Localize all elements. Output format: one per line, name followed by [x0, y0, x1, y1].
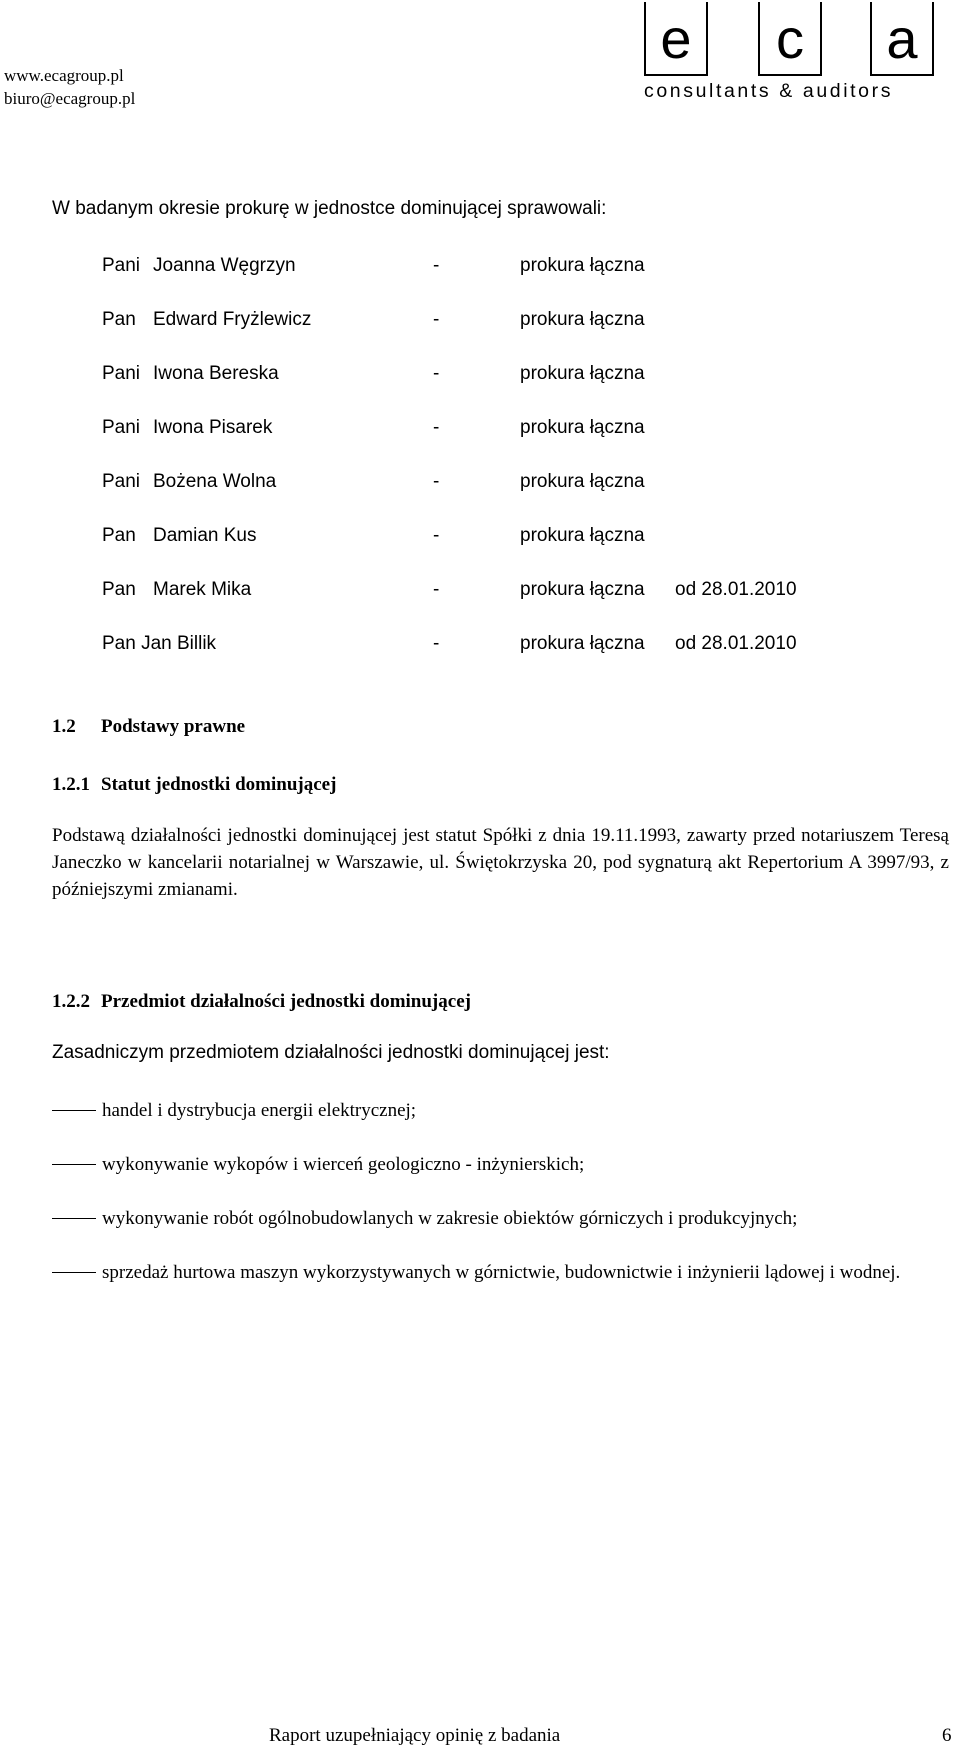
proxy-dash: - — [433, 579, 440, 600]
logo-letter-a: a — [886, 7, 918, 70]
proxy-title: Pani — [102, 255, 141, 276]
proxy-date: od 28.01.2010 — [675, 633, 797, 654]
proxy-name: Damian Kus — [153, 525, 257, 546]
proxies-intro: W badanym okresie prokurę w jednostce dominującej sprawowali: — [52, 198, 607, 219]
proxy-title: Pan — [102, 309, 136, 330]
page-number: 6 — [942, 1725, 952, 1746]
proxy-type: prokura łączna — [520, 363, 645, 384]
footer-title: Raport uzupełniający opinię z badania — [269, 1725, 561, 1746]
proxy-dash: - — [433, 255, 440, 276]
proxy-type: prokura łączna — [520, 525, 645, 546]
proxy-name: Iwona Bereska — [153, 363, 279, 384]
activity-text: sprzedaż hurtowa maszyn wykorzystywanych w górnictwie, budownictwie i inżynierii lądowej i wodnej. — [102, 1262, 901, 1283]
proxy-dash: - — [433, 525, 440, 546]
dash-bullet-icon — [52, 1218, 96, 1219]
section-1-2-1-body: Podstawą działalności jednostki dominującej jest statut Spółki z dnia 19.11.1993, zawarty przed notariuszem Teresą Janeczko w kancelarii notarialnej w Warszawie, ul. Świętokrzyska 20, pod sygnaturą akt Repertorium A 3997/93, z późniejszymi zmianami. — [52, 825, 949, 900]
proxy-type: prokura łączna — [520, 579, 645, 600]
dash-bullet-icon — [52, 1272, 96, 1273]
proxy-title: Pan Jan Billik — [102, 633, 217, 654]
section-1-2-2-intro: Zasadniczym przedmiotem działalności jednostki dominującej jest: — [52, 1042, 610, 1063]
proxy-type: prokura łączna — [520, 471, 645, 492]
proxy-dash: - — [433, 633, 440, 654]
section-1-2-1-title: Statut jednostki dominującej — [101, 774, 337, 795]
activity-text: handel i dystrybucja energii elektrycznej; — [102, 1100, 417, 1121]
proxy-dash: - — [433, 417, 440, 438]
proxy-name: Joanna Węgrzyn — [153, 255, 296, 276]
logo-letter-e: e — [660, 7, 692, 70]
proxy-title: Pani — [102, 471, 141, 492]
proxy-dash: - — [433, 471, 440, 492]
section-1-2-2-title: Przedmiot działalności jednostki dominującej — [101, 991, 471, 1012]
section-1-2-2-number: 1.2.2 — [52, 991, 90, 1012]
proxy-title: Pan — [102, 579, 136, 600]
activity-text: wykonywanie robót ogólnobudowlanych w zakresie obiektów górniczych i produkcyjnych; — [102, 1208, 798, 1229]
proxy-type: prokura łączna — [520, 255, 645, 276]
logo-box-c — [758, 2, 822, 76]
header-email[interactable]: biuro@ecagroup.pl — [4, 89, 136, 108]
proxy-name: Edward Fryżlewicz — [153, 309, 312, 330]
proxy-name: Bożena Wolna — [153, 471, 277, 492]
section-1-2-1-number: 1.2.1 — [52, 774, 90, 795]
logo-box-e — [644, 2, 708, 76]
proxy-name: Iwona Pisarek — [153, 417, 273, 438]
proxy-type: prokura łączna — [520, 633, 645, 654]
logo-tagline: consultants & auditors — [644, 80, 894, 102]
section-1-2-title: Podstawy prawne — [101, 716, 246, 737]
proxy-title: Pani — [102, 363, 141, 384]
dash-bullet-icon — [52, 1110, 96, 1111]
dash-bullet-icon — [52, 1164, 96, 1165]
proxy-type: prokura łączna — [520, 417, 645, 438]
proxy-name: Marek Mika — [153, 579, 252, 600]
section-1-2-number: 1.2 — [52, 716, 76, 737]
company-logo — [644, 0, 936, 106]
logo-letter-c: c — [776, 7, 804, 70]
proxy-dash: - — [433, 363, 440, 384]
proxy-dash: - — [433, 309, 440, 330]
proxy-title: Pani — [102, 417, 141, 438]
logo-box-a — [870, 2, 934, 76]
proxy-title: Pan — [102, 525, 136, 546]
header-website[interactable]: www.ecagroup.pl — [4, 66, 124, 85]
proxy-type: prokura łączna — [520, 309, 645, 330]
activity-text: wykonywanie wykopów i wierceń geologiczno - inżynierskich; — [102, 1154, 585, 1175]
proxy-date: od 28.01.2010 — [675, 579, 797, 600]
